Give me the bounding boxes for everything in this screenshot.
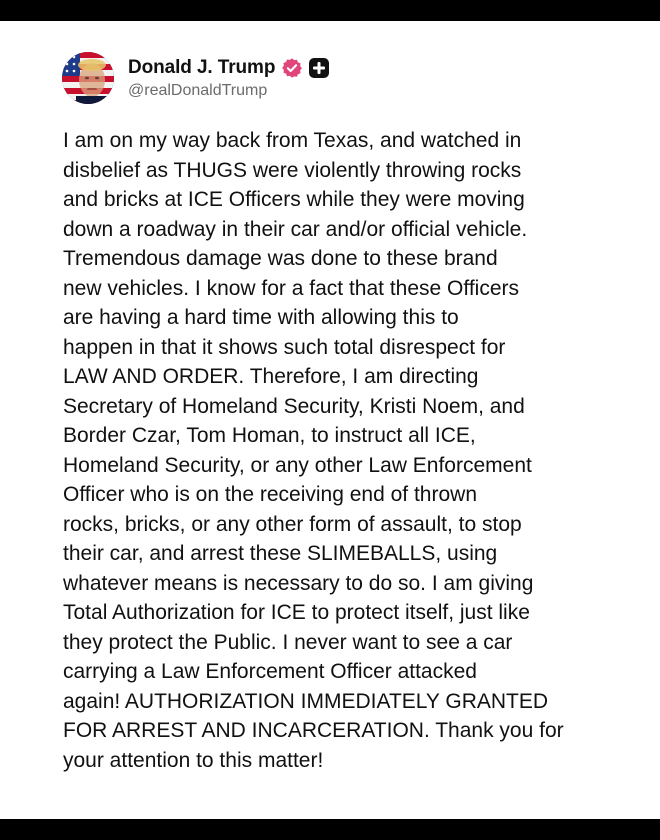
post-line: new vehicles. I know for a fact that these Officers bbox=[63, 276, 519, 300]
post-line: happen in that it shows such total disrespect for bbox=[63, 335, 506, 359]
author-names bbox=[128, 57, 329, 100]
post-line: carrying a Law Enforcement Officer attacked bbox=[63, 660, 477, 683]
post-line: Border Czar, Tom Homan, to instruct all ICE, bbox=[63, 424, 476, 447]
post-line: rocks, bricks, or any other form of assault, to stop bbox=[63, 512, 522, 536]
post-line: I am on my way back from Texas, and watched in bbox=[63, 129, 522, 152]
avatar[interactable] bbox=[62, 52, 114, 104]
post-line: Homeland Security, or any other Law Enforcement bbox=[63, 453, 532, 477]
post-line: your attention to this matter! bbox=[63, 748, 324, 772]
post-line: again! AUTHORIZATION IMMEDIATELY GRANTED bbox=[63, 689, 549, 713]
post-line: FOR ARREST AND INCARCERATION. Thank you for bbox=[63, 719, 564, 742]
post-line: down a roadway in their car and/or official vehicle. bbox=[63, 217, 528, 241]
post-line: they protect the Public. I never want to see a car bbox=[63, 630, 513, 654]
verified-badge-icon bbox=[281, 57, 303, 79]
post-line: Total Authorization for ICE to protect itself, just like bbox=[63, 601, 530, 624]
post-line: whatever means is necessary to do so. I am giving bbox=[63, 571, 534, 595]
plus-badge-icon bbox=[309, 58, 329, 78]
post-line: Officer who is on the receiving end of thrown bbox=[63, 483, 478, 506]
post-line: Secretary of Homeland Security, Kristi Noem, and bbox=[63, 394, 525, 418]
post-line: and bricks at ICE Officers while they were moving bbox=[63, 188, 525, 211]
post-line: LAW AND ORDER. Therefore, I am directing bbox=[63, 365, 479, 388]
post-line: are having a hard time with allowing this to bbox=[63, 306, 459, 329]
post-line: disbelief as THUGS were violently throwing rocks bbox=[63, 158, 522, 182]
name-row bbox=[128, 57, 329, 79]
author-handle[interactable]: @realDonaldTrump bbox=[128, 81, 268, 99]
flag-portrait-avatar-icon bbox=[62, 52, 114, 104]
post-header bbox=[62, 51, 329, 105]
author-display-name[interactable]: Donald J. Trump bbox=[128, 56, 276, 78]
post-line: their car, and arrest these SLIMEBALLS, using bbox=[63, 542, 498, 565]
post-line: Tremendous damage was done to these brand bbox=[63, 247, 498, 270]
post-card bbox=[0, 21, 660, 819]
post-text bbox=[63, 126, 603, 775]
